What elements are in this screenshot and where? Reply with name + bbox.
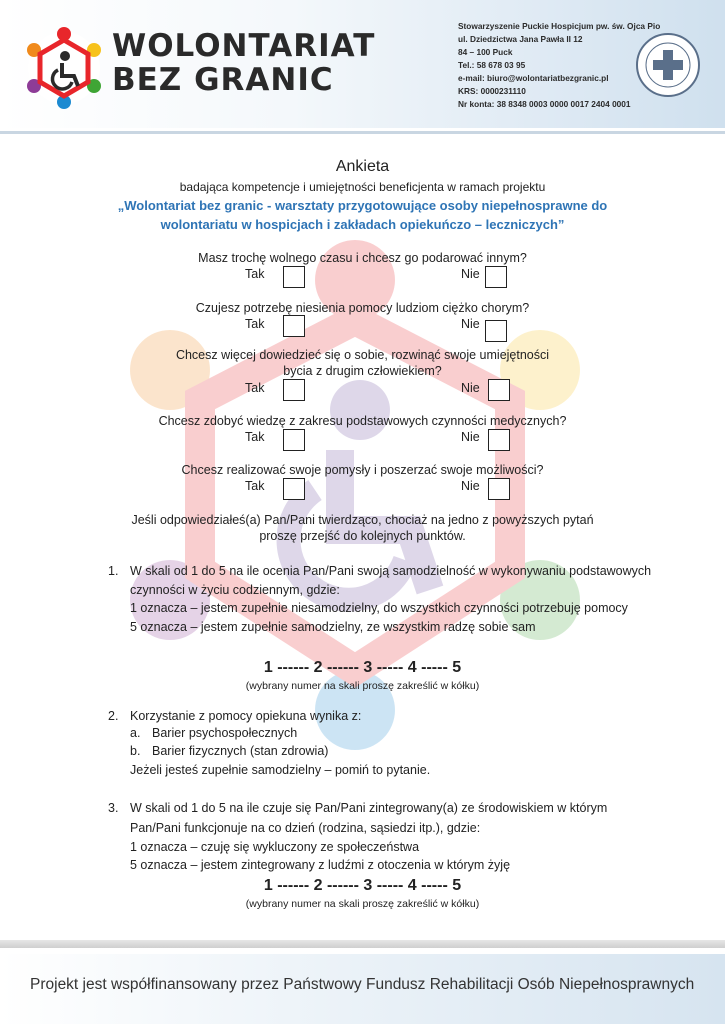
no-label: Nie [461, 381, 480, 395]
header-divider [0, 131, 725, 134]
no-checkbox[interactable] [488, 478, 510, 500]
org-street: ul. Dziedzictwa Jana Pawła II 12 [458, 34, 583, 44]
yes-label: Tak [245, 430, 265, 444]
item-3-text-cont: Pan/Pani funkcjonuje na co dzień (rodzina, sąsiedzi itp.), gdzie: [130, 821, 481, 835]
item-2-text: Korzystanie z pomocy opiekuna wynika z: [130, 709, 362, 723]
question-3-continued: bycia z drugim człowiekiem? [283, 364, 442, 378]
yes-label: Tak [245, 479, 265, 493]
footer-divider [0, 940, 725, 948]
item-1-scale-low: 1 oznacza – jestem zupełnie niesamodzielny, do wszystkich czynności potrzebuję pomocy [130, 601, 628, 615]
item-1-rating-scale[interactable]: 1 ------ 2 ------ 3 ----- 4 ----- 5 [263, 659, 462, 676]
project-name-line2: wolontariatu w hospicjach i zakładach opiekuńczo – leczniczych” [160, 217, 565, 232]
yes-checkbox[interactable] [283, 266, 305, 288]
footer-funding-note: Projekt jest współfinansowany przez Państwowy Fundusz Rehabilitacji Osób Niepełnosprawnych [30, 976, 695, 993]
yes-checkbox[interactable] [283, 379, 305, 401]
survey-title: Ankieta [335, 158, 390, 175]
item-1-text-cont: czynności w życiu codziennym, gdzie: [130, 583, 340, 597]
item-2-option-a-marker: a. [130, 726, 141, 740]
question-3: Chcesz więcej dowiedzieć się o sobie, rozwinąć swoje umiejętności [175, 348, 550, 362]
organization-contact [458, 20, 660, 111]
logo-title-line2: BEZ GRANIC [112, 62, 334, 98]
no-label: Nie [461, 317, 480, 331]
item-3-hint: (wybrany numer na skali proszę zakreślić w kółku) [245, 898, 480, 910]
item-3-rating-scale[interactable]: 1 ------ 2 ------ 3 ----- 4 ----- 5 [263, 877, 462, 894]
org-postal: 84 – 100 Puck [458, 47, 513, 57]
question-4: Chcesz zdobyć wiedzę z zakresu podstawowych czynności medycznych? [158, 414, 567, 428]
yes-label: Tak [245, 381, 265, 395]
logo-title-line1: WOLONTARIAT [112, 28, 376, 64]
wolontariat-logo-icon [22, 26, 106, 110]
item-1-number: 1. [108, 564, 119, 578]
instruction-line1: Jeśli odpowiedziałeś(a) Pan/Pani twierdząco, chociaż na jedno z powyższych pytań [131, 513, 594, 527]
org-email: e-mail: biuro@wolontariatbezgranic.pl [458, 73, 609, 83]
yes-label: Tak [245, 267, 265, 281]
item-2-option-a[interactable]: Barier psychospołecznych [152, 726, 298, 740]
yes-checkbox[interactable] [283, 478, 305, 500]
footer [0, 954, 725, 1024]
no-label: Nie [461, 479, 480, 493]
item-2-option-b-marker: b. [130, 744, 141, 758]
question-1: Masz trochę wolnego czasu i chcesz go podarować innym? [198, 251, 527, 265]
yes-label: Tak [245, 317, 265, 331]
no-label: Nie [461, 267, 480, 281]
item-3-scale-high: 5 oznacza – jestem zintegrowany z ludźmi z otoczenia w którym żyję [130, 858, 511, 872]
org-account: Nr konta: 38 8348 0003 0000 0017 2404 0001 [458, 99, 631, 109]
no-checkbox[interactable] [488, 379, 510, 401]
item-3-text: W skali od 1 do 5 na ile czuje się Pan/Pani zintegrowany(a) ze środowiskiem w którym [130, 801, 608, 815]
item-3-number: 3. [108, 801, 119, 815]
item-1-scale-high: 5 oznacza – jestem zupełnie samodzielny, ze wszystkim radzę sobie sam [130, 620, 536, 634]
yes-checkbox[interactable] [283, 429, 305, 451]
no-checkbox[interactable] [488, 429, 510, 451]
item-2-option-b[interactable]: Barier fizycznych (stan zdrowia) [152, 744, 329, 758]
survey-subtitle: badająca kompetencje i umiejętności beneficjenta w ramach projektu [179, 180, 546, 194]
letterhead [0, 0, 725, 128]
yes-checkbox[interactable] [283, 315, 305, 337]
no-checkbox[interactable] [485, 266, 507, 288]
no-checkbox[interactable] [485, 320, 507, 342]
instruction-line2: proszę przejść do kolejnych punktów. [259, 529, 466, 543]
no-label: Nie [461, 430, 480, 444]
org-name: Stowarzyszenie Puckie Hospicjum pw. św. Ojca Pio [458, 21, 661, 31]
org-krs: KRS: 0000231110 [458, 86, 526, 96]
item-1-hint: (wybrany numer na skali proszę zakreślić w kółku) [245, 680, 480, 692]
question-2: Czujesz potrzebę niesienia pomocy ludziom ciężko chorym? [195, 301, 530, 315]
item-1-text: W skali od 1 do 5 na ile ocenia Pan/Pani swoją samodzielność w wykonywaniu podstawowych [130, 564, 652, 578]
question-5: Chcesz realizować swoje pomysły i poszerzać swoje możliwości? [181, 463, 544, 477]
hospice-seal-icon [635, 32, 701, 98]
item-2-number: 2. [108, 709, 119, 723]
item-2-note: Jeżeli jesteś zupełnie samodzielny – pomiń to pytanie. [130, 763, 431, 777]
item-3-scale-low: 1 oznacza – czuję się wykluczony ze społeczeństwa [130, 840, 420, 854]
project-name-line1: „Wolontariat bez granic - warsztaty przygotowujące osoby niepełnosprawne do [117, 198, 608, 213]
org-phone: Tel.: 58 678 03 95 [458, 60, 526, 70]
